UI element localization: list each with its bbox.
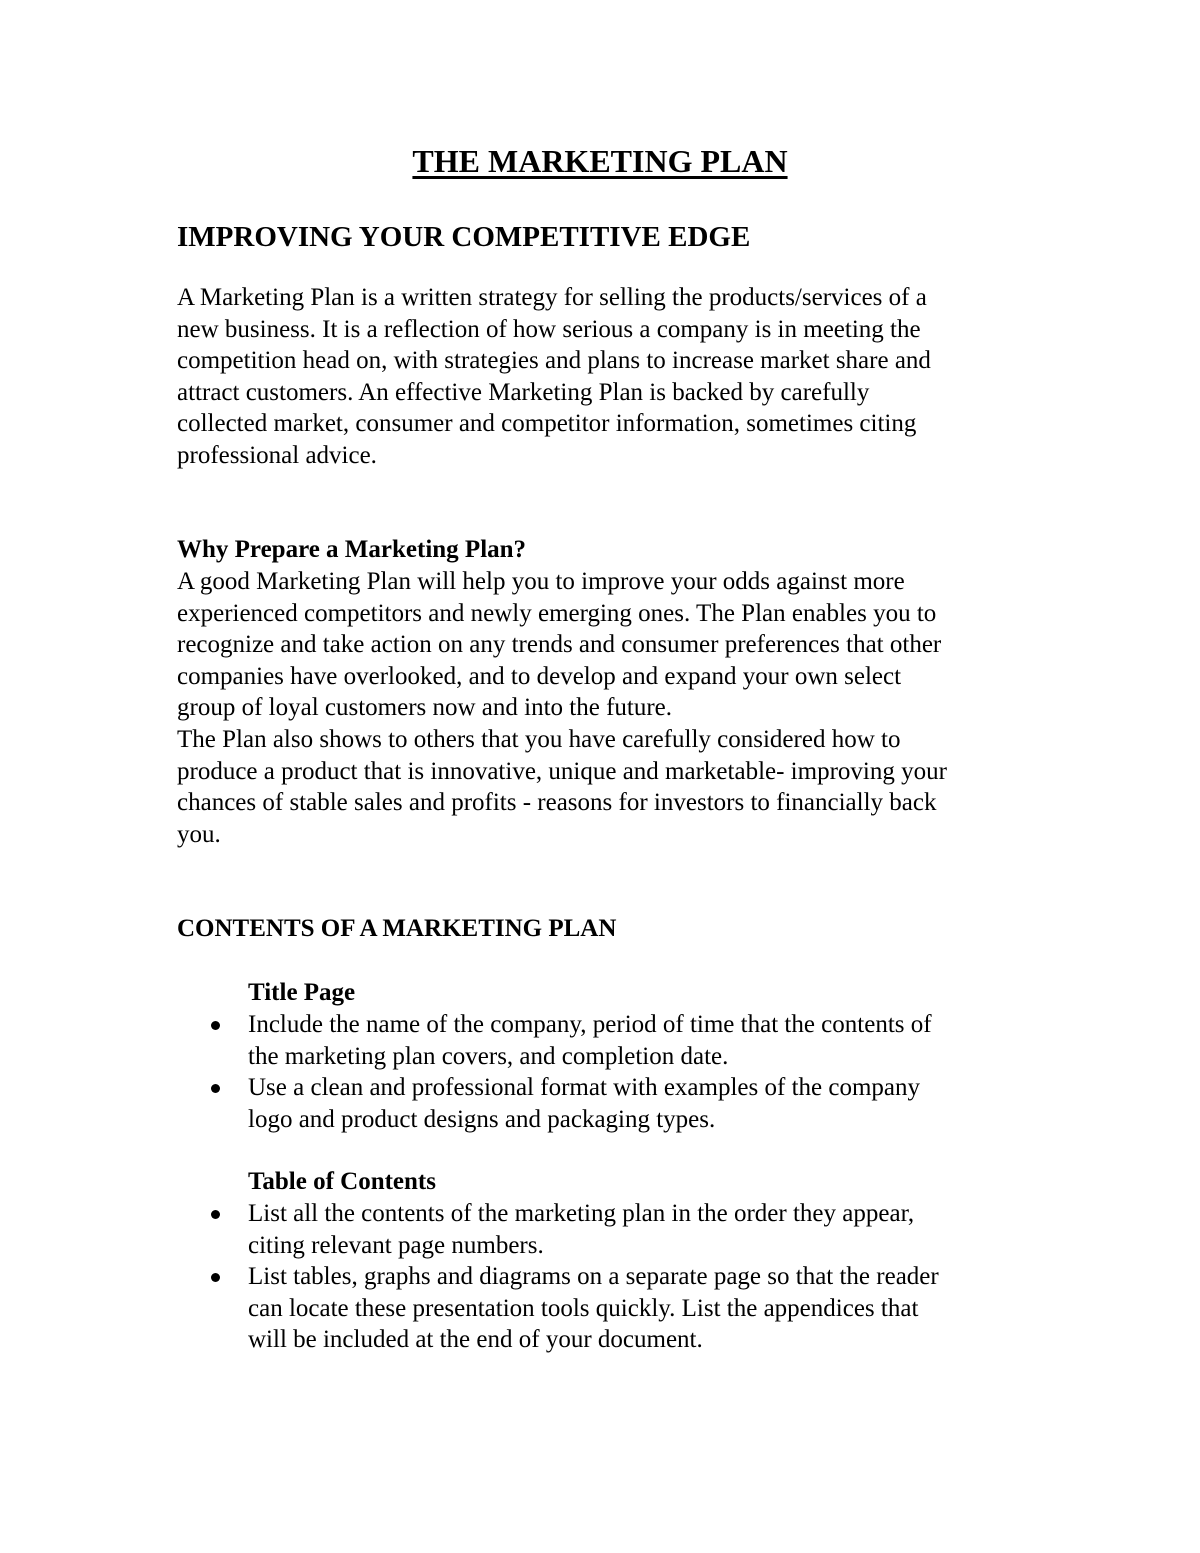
list-item-line: Include the name of the company, period of time that the contents of — [248, 1011, 932, 1038]
why-heading: Why Prepare a Marketing Plan? — [177, 536, 527, 563]
list-item-line: Use a clean and professional format with examples of the company — [248, 1074, 920, 1102]
intro-line: new business. It is a reflection of how serious a company is in meeting the — [177, 315, 921, 343]
why-line: chances of stable sales and profits - reasons for investors to financially back — [177, 789, 937, 817]
bullet-icon — [211, 1210, 220, 1219]
list-item-line: citing relevant page numbers. — [248, 1231, 544, 1259]
why-line: you. — [177, 820, 221, 848]
intro-line: A Marketing Plan is a written strategy for selling the products/services of a — [177, 284, 927, 311]
list-item-line: List all the contents of the marketing plan in the order they appear, — [248, 1200, 915, 1227]
bullet-list — [200, 1009, 1060, 1135]
contents-heading: CONTENTS OF A MARKETING PLAN — [177, 915, 617, 942]
bullet-icon — [211, 1021, 220, 1030]
why-line: produce a product that is innovative, unique and marketable- improving your — [177, 757, 947, 785]
section-title: Title Page — [248, 979, 356, 1006]
bullet-icon — [211, 1273, 220, 1282]
bullet-icon — [211, 1084, 220, 1093]
document-subtitle: IMPROVING YOUR COMPETITIVE EDGE — [177, 221, 751, 253]
section-title: Table of Contents — [248, 1168, 436, 1195]
why-paragraph — [177, 566, 1037, 850]
list-item-line: the marketing plan covers, and completion date. — [248, 1042, 729, 1070]
why-line: The Plan also shows to others that you have carefully considered how to — [177, 725, 901, 753]
list-item-line: can locate these presentation tools quickly. List the appendices that — [248, 1294, 919, 1322]
list-item-line: logo and product designs and packaging types. — [248, 1105, 716, 1133]
list-item — [200, 1198, 1060, 1261]
intro-line: competition head on, with strategies and plans to increase market share and — [177, 347, 931, 375]
list-item — [200, 1261, 1060, 1356]
intro-line: professional advice. — [177, 441, 377, 469]
section-table-of-contents — [200, 1166, 1060, 1356]
intro-line: attract customers. An effective Marketing Plan is backed by carefully — [177, 378, 870, 406]
list-item-line: will be included at the end of your document. — [248, 1326, 703, 1354]
why-line: recognize and take action on any trends and consumer preferences that other — [177, 631, 942, 659]
list-item-line: List tables, graphs and diagrams on a separate page so that the reader — [248, 1263, 939, 1291]
why-line: A good Marketing Plan will help you to improve your odds against more — [177, 568, 905, 595]
list-item — [200, 1009, 1060, 1072]
intro-paragraph — [177, 282, 1037, 472]
list-item — [200, 1072, 1060, 1135]
why-line: companies have overlooked, and to develop and expand your own select — [177, 662, 902, 690]
why-line: experienced competitors and newly emerging ones. The Plan enables you to — [177, 599, 937, 627]
section-title-page — [200, 977, 1060, 1135]
bullet-list — [200, 1198, 1060, 1356]
document-title: THE MARKETING PLAN — [412, 143, 788, 179]
why-line: group of loyal customers now and into the future. — [177, 694, 673, 722]
intro-line: collected market, consumer and competitor information, sometimes citing — [177, 410, 917, 438]
